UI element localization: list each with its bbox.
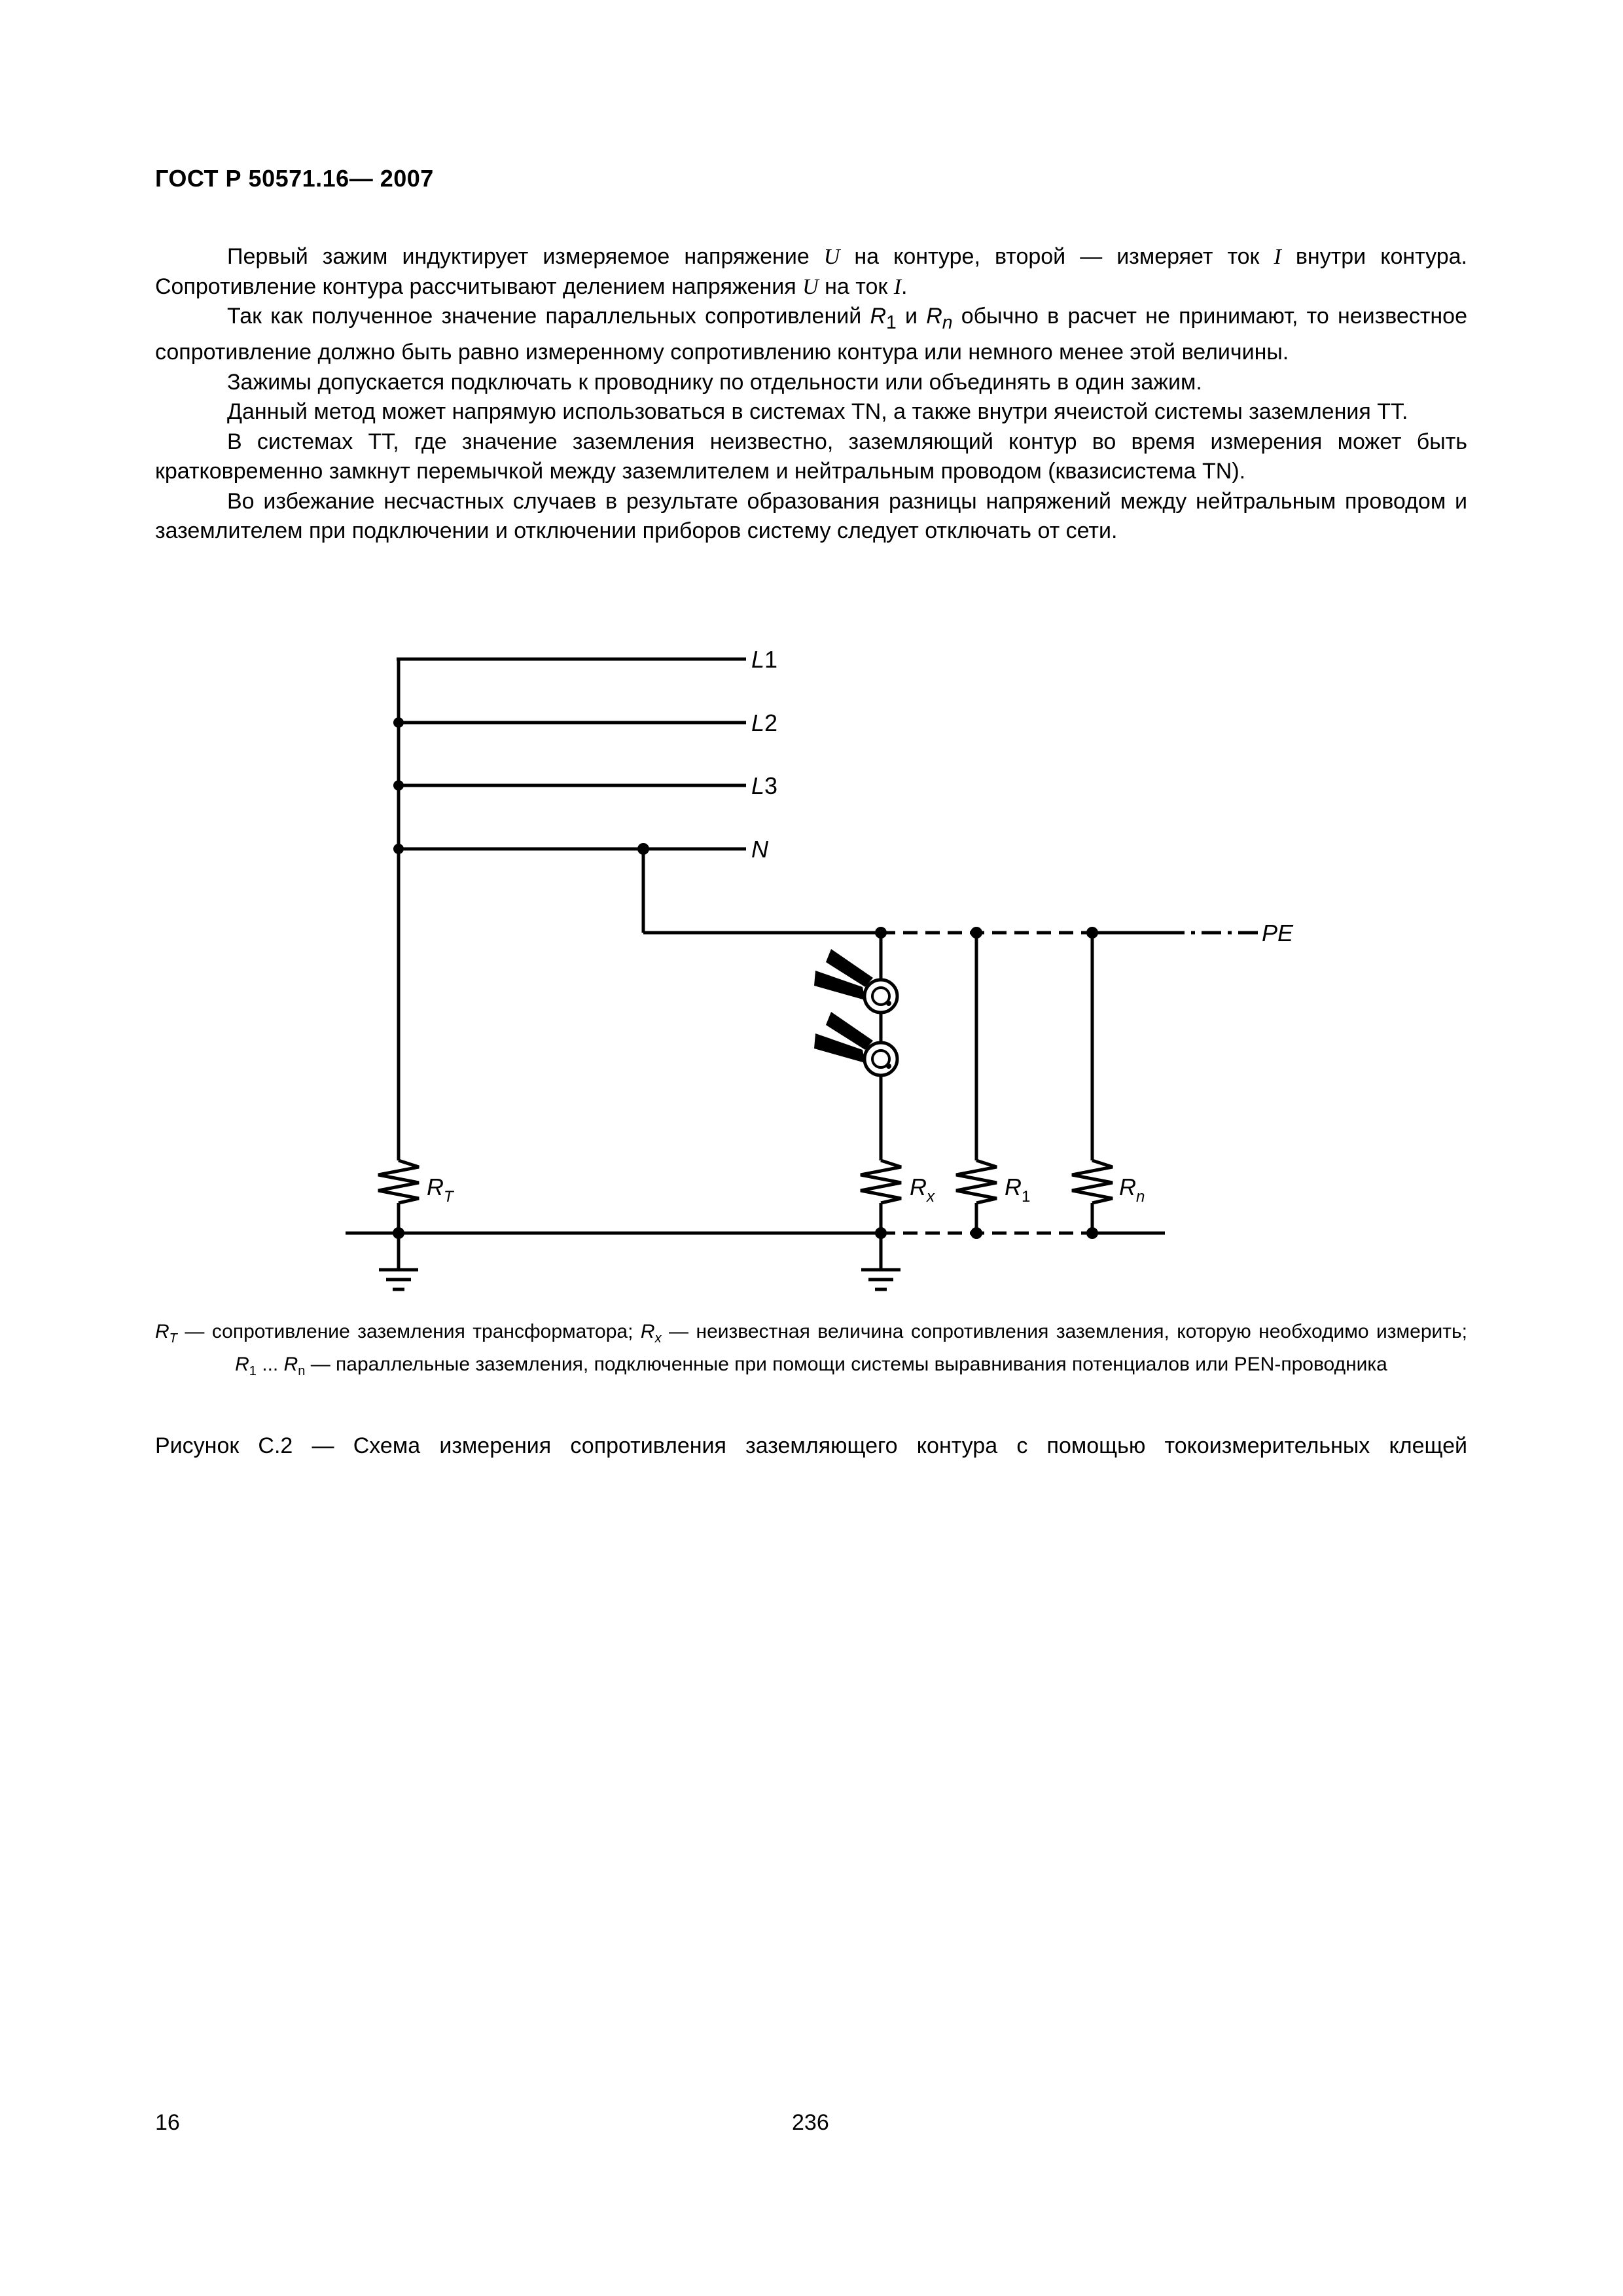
junction-dot <box>393 844 404 854</box>
junction-dot <box>393 780 404 791</box>
label-l2: L2 <box>751 709 778 736</box>
junction-dot <box>971 1227 982 1239</box>
legend-symbol: R <box>155 1321 169 1342</box>
legend-subscript: n <box>298 1364 306 1378</box>
dashed-connections <box>881 933 1092 1233</box>
diagram-labels <box>427 646 1294 1206</box>
clamp-meter-upper-icon <box>814 949 897 1013</box>
text-run: Так как полученное значение параллельных сопротивлений <box>227 304 870 329</box>
variable-rn: R <box>926 304 942 329</box>
junction-dot <box>393 1227 404 1239</box>
legend-symbol: R <box>640 1321 655 1342</box>
legend-subscript: 1 <box>249 1364 257 1378</box>
figure-caption: Рисунок С.2 — Схема измерения сопротивления заземляющего контура с помощью токоизмерительных клещей <box>155 1433 1467 1458</box>
label-rx: $R_x$ <box>910 1174 935 1206</box>
junction-dot <box>1086 1227 1098 1239</box>
label-r1: $R_1$ <box>1005 1174 1031 1206</box>
resistor-r1 <box>956 1160 997 1203</box>
label-n: N <box>751 836 768 863</box>
junction-dot <box>1086 927 1098 939</box>
legend-text: ... <box>256 1354 284 1375</box>
label-l3: L3 <box>751 772 778 799</box>
paragraph-6: Во избежание несчастных случаев в результате образования разницы напряжений между нейтральным проводом и заземлителем при подключении и отключении приборов систему следует отключать от сети. <box>155 488 1467 544</box>
body-text <box>155 242 1467 547</box>
text-run: на ток <box>818 274 894 299</box>
figure-legend <box>155 1319 1467 1384</box>
variable-u: U <box>802 274 819 299</box>
resistors <box>378 1160 1113 1203</box>
junction-dots <box>393 717 1098 1239</box>
resistor-rt <box>378 1160 419 1203</box>
text-run: Первый зажим индуктирует измеряемое напряжение <box>227 244 824 269</box>
legend-text: — неизвестная величина сопротивления заземления, которую необходимо измерить; <box>661 1321 1468 1342</box>
legend-text: — параллельные заземления, подключенные при помощи системы выравнивания потенциалов или PEN-проводника <box>305 1354 1387 1375</box>
variable-i: I <box>1274 245 1281 269</box>
circuit-wires <box>346 659 1165 1270</box>
label-pe: PE <box>1262 920 1294 946</box>
text-run: и <box>896 304 927 329</box>
text-run: . <box>901 274 908 299</box>
label-rn: $R_n$ <box>1119 1174 1145 1206</box>
legend-subscript: T <box>169 1331 177 1346</box>
text-run: на контуре, второй — измеряет ток <box>840 244 1274 269</box>
clamp-meter-lower-icon <box>814 1012 897 1075</box>
variable-r1: R <box>870 304 887 329</box>
junction-dot <box>971 927 982 939</box>
junction-dot <box>393 717 404 728</box>
legend-subscript: x <box>654 1331 662 1346</box>
legend-text: — сопротивление заземления трансформатора; <box>177 1321 641 1342</box>
label-rt: $R_T$ <box>427 1174 454 1206</box>
label-l1: L1 <box>751 646 778 673</box>
resistor-rn <box>1072 1160 1113 1203</box>
paragraph-3: Зажимы допускается подключать к проводнику по отдельности или объединять в один зажим. <box>227 369 1202 395</box>
ground-symbols <box>379 1270 901 1289</box>
subscript: 1 <box>886 312 897 333</box>
subscript: n <box>942 312 953 333</box>
junction-dot <box>637 843 649 855</box>
sheet-number: 236 <box>792 2110 829 2135</box>
paragraph-2 <box>155 302 1467 368</box>
legend-symbol: R <box>283 1354 298 1375</box>
text-run: внутри контура. Сопротивление контура рассчитывают делением напряжения <box>155 244 1467 299</box>
page-number: 16 <box>155 2110 180 2135</box>
text-run: обычно в расчет не принимают, то неизвестное сопротивление должно быть равно измеренному сопротивлению контура или немного менее этой величины. <box>155 304 1467 365</box>
resistor-rx <box>861 1160 901 1203</box>
paragraph-1 <box>155 242 1467 302</box>
variable-u: U <box>823 245 840 269</box>
legend-symbol: R <box>235 1354 249 1375</box>
junction-dot <box>875 927 887 939</box>
junction-dot <box>875 1227 887 1239</box>
document-header: ГОСТ Р 50571.16— 2007 <box>155 165 434 192</box>
variable-i: I <box>893 274 902 299</box>
paragraph-5: В системах ТТ, где значение заземления неизвестно, заземляющий контур во время измерения может быть кратковременно замкнут перемычкой между заземлителем и нейтральным проводом (квазисистема TN). <box>155 429 1467 484</box>
paragraph-4: Данный метод может напрямую использоваться в системах TN, а также внутри ячеистой системы заземления ТТ. <box>227 399 1408 425</box>
